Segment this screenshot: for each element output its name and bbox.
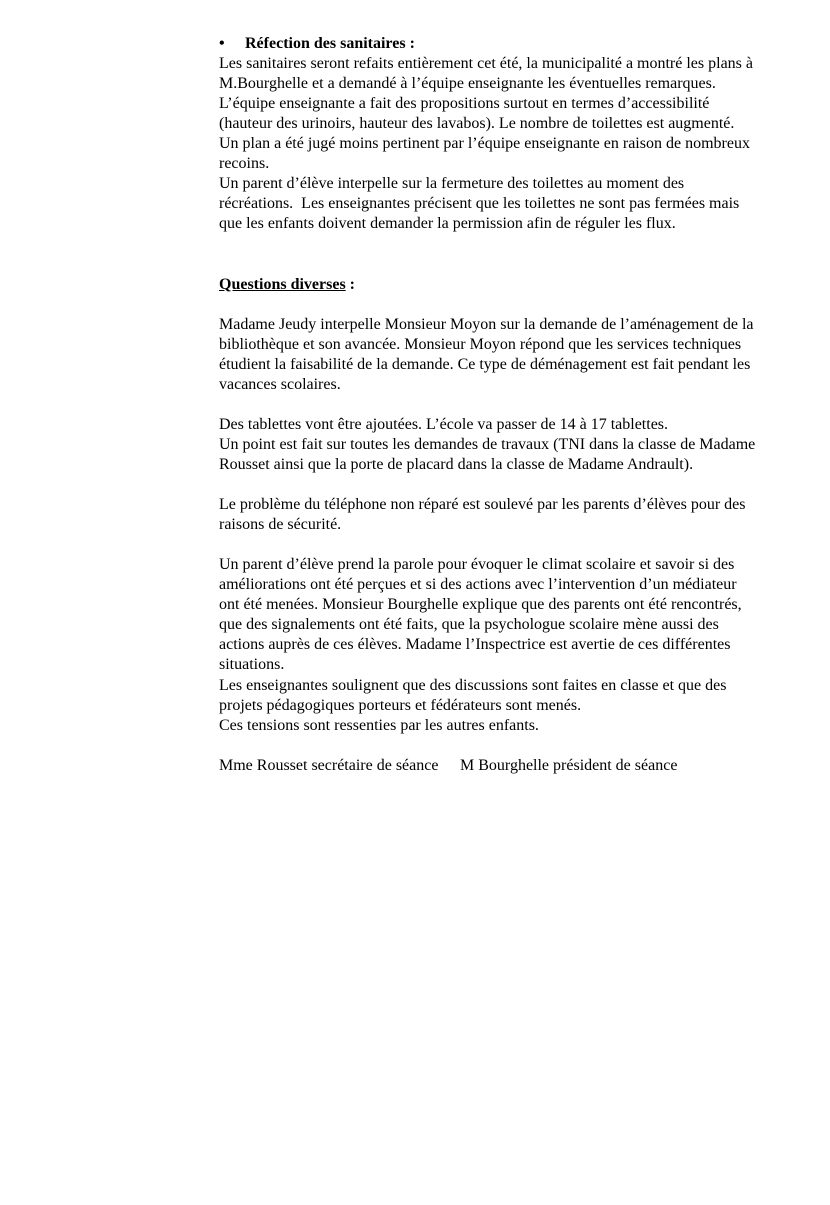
text-line: situations. [219, 656, 285, 674]
text-line: améliorations ont été perçues et si des actions avec l’intervention d’un médiateur [219, 576, 737, 594]
secretary-signature: Mme Rousset secrétaire de séance [219, 756, 439, 774]
text-line: bibliothèque et son avancée. Monsieur Moyon répond que les services techniques [219, 335, 742, 353]
text-line: Un parent d’élève interpelle sur la fermeture des toilettes au moment des [219, 175, 685, 193]
text-line: Rousset ainsi que la porte de placard dans la classe de Madame Andrault). [219, 455, 694, 473]
signature-line [219, 756, 794, 776]
text-line: (hauteur des urinoirs, hauteur des lavabos). Le nombre de toilettes est augmenté. [219, 115, 735, 133]
text-line: Un plan a été jugé moins pertinent par l’équipe enseignante en raison de nombreux [219, 135, 750, 153]
text-line: Les enseignantes soulignent que des discussions sont faites en classe et que des [219, 676, 727, 694]
text-line: récréations. Les enseignantes précisent que les toilettes ne sont pas fermées mais [219, 195, 740, 213]
blank-line [219, 535, 794, 555]
section-heading [219, 275, 794, 295]
text-line: ont été menées. Monsieur Bourghelle explique que des parents ont été rencontrés, [219, 596, 742, 614]
text-line: projets pédagogiques porteurs et fédérateurs sont menés. [219, 696, 582, 714]
bullet-heading [219, 34, 794, 54]
text-line: vacances scolaires. [219, 375, 341, 393]
text-line: que des signalements ont été faits, que la psychologue scolaire mène aussi des [219, 616, 719, 634]
text-line: Ces tensions sont ressenties par les autres enfants. [219, 716, 539, 734]
text-line: raisons de sécurité. [219, 516, 342, 534]
blank-line [219, 475, 794, 495]
bullet-icon: • [219, 35, 225, 52]
text-line: Le problème du téléphone non réparé est soulevé par les parents d’élèves pour des [219, 496, 746, 514]
blank-line [219, 255, 794, 275]
bullet-heading-text: Réfection des sanitaires : [245, 35, 415, 52]
text-line: L’équipe enseignante a fait des propositions surtout en termes d’accessibilité [219, 95, 710, 113]
section-heading-text: Questions diverses [219, 275, 346, 293]
blank-line [219, 234, 794, 254]
text-line: Madame Jeudy interpelle Monsieur Moyon sur la demande de l’aménagement de la [219, 315, 754, 333]
text-line: recoins. [219, 155, 270, 173]
text-line: étudient la faisabilité de la demande. Ce type de déménagement est fait pendant les [219, 355, 751, 373]
text-line: Un parent d’élève prend la parole pour évoquer le climat scolaire et savoir si des [219, 556, 735, 574]
president-signature: M Bourghelle président de séance [460, 756, 678, 774]
text-line: M.Bourghelle et a demandé à l’équipe enseignante les éventuelles remarques. [219, 75, 716, 93]
text-line: actions auprès de ces élèves. Madame l’Inspectrice est avertie de ces différentes [219, 636, 731, 654]
document-content [219, 34, 794, 776]
blank-line [219, 736, 794, 756]
blank-line [219, 395, 794, 415]
section-heading-suffix: : [345, 275, 355, 293]
text-line: Un point est fait sur toutes les demandes de travaux (TNI dans la classe de Madame [219, 435, 756, 453]
blank-line [219, 295, 794, 315]
text-line: Des tablettes vont être ajoutées. L’école va passer de 14 à 17 tablettes. [219, 415, 669, 433]
text-line: Les sanitaires seront refaits entièrement cet été, la municipalité a montré les plans à [219, 55, 754, 73]
text-line: que les enfants doivent demander la permission afin de réguler les flux. [219, 215, 676, 233]
